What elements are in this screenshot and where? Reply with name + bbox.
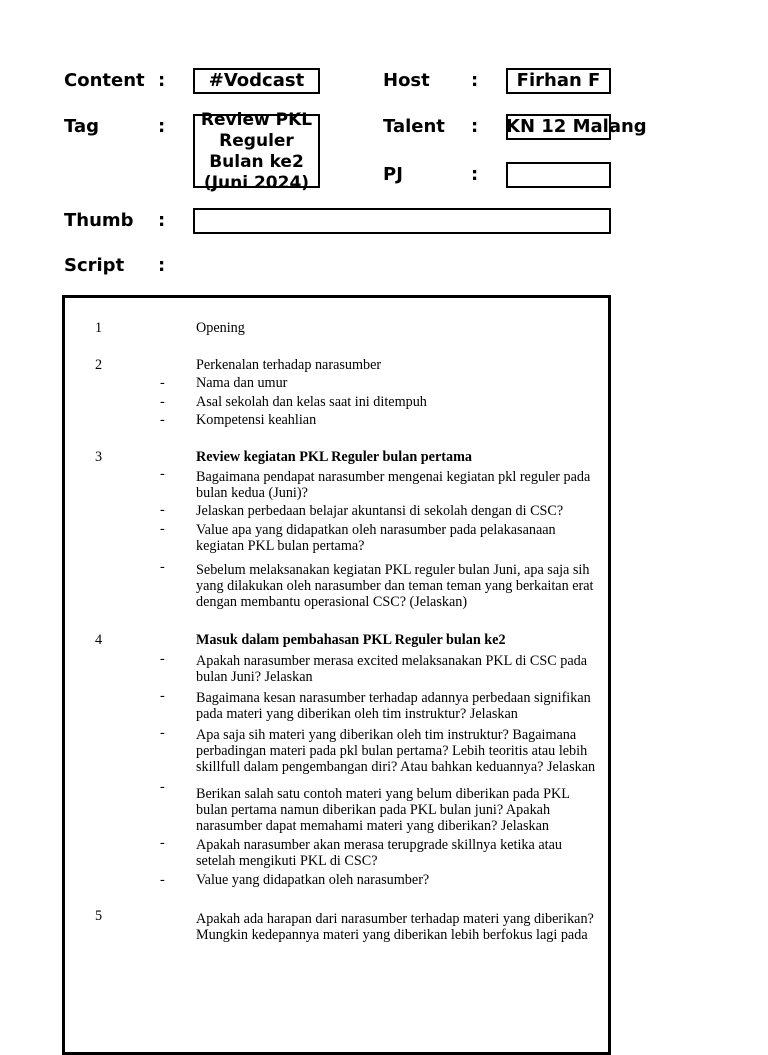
item-2-bullet-3: Kompetensi keahlian <box>196 412 317 428</box>
item-3-number: 3 <box>95 449 103 465</box>
item-3-bullet-dash: - <box>160 502 165 518</box>
item-2-bullet-1: Nama dan umur <box>196 375 288 391</box>
item-2-bullet-dash: - <box>160 412 165 428</box>
item-4-bullet-dash: - <box>160 688 165 704</box>
item-3-bullet-3: Value apa yang didapatkan oleh narasumber pada pelakasanaan kegiatan PKL bulan pertama? <box>196 522 556 554</box>
tag-line-1: Review PKL <box>200 110 313 130</box>
content-label: Content <box>64 70 145 91</box>
content-field[interactable]: #Vodcast <box>193 68 320 94</box>
talent-value: KN 12 Malang <box>506 116 647 137</box>
talent-label: Talent <box>383 116 445 137</box>
item-3-bullet-dash: - <box>160 559 165 575</box>
thumb-colon: : <box>158 210 166 231</box>
talent-colon: : <box>471 116 479 137</box>
item-5-number: 5 <box>95 908 103 924</box>
item-4-bullet-4: Berikan salah satu contoh materi yang belum diberikan pada PKL bulan pertama namun diberikan pada PKL bulan juni? Apakah narasumber dapat memahami materi yang diberikan? Jelaskan <box>196 786 570 834</box>
talent-field[interactable] <box>506 114 647 140</box>
item-3-bullet-dash: - <box>160 521 165 537</box>
host-label: Host <box>383 70 430 91</box>
thumb-label: Thumb <box>64 210 134 231</box>
tag-label: Tag <box>64 116 99 137</box>
item-4-bullet-dash: - <box>160 779 165 795</box>
item-4-bullet-dash: - <box>160 835 165 851</box>
item-3-bullet-4: Sebelum melaksanakan kegiatan PKL reguler bulan Juni, apa saja sih yang dilakukan oleh narasumber dan teman teman yang berkaitan erat dengan membantu operasional CSC? (Jelaskan) <box>196 562 594 610</box>
item-4-number: 4 <box>95 632 103 648</box>
item-3-bullet-2: Jelaskan perbedaan belajar akuntansi di sekolah dengan di CSC? <box>196 503 564 519</box>
item-4-bullet-3: Apa saja sih materi yang diberikan oleh tim instruktur? Bagaimana perbadingan materi pada pkl bulan pertama? Lebih teoritis atau lebih skillfull dalam pengembangan diri? Atau bahkan keduannya? Jelaskan <box>196 727 596 775</box>
script-colon: : <box>158 255 166 276</box>
tag-line-4: (Juni 2024) <box>203 173 310 193</box>
pj-label: PJ <box>383 164 403 185</box>
item-2-bullet-2: Asal sekolah dan kelas saat ini ditempuh <box>196 394 427 410</box>
thumb-field[interactable] <box>193 208 611 234</box>
host-colon: : <box>471 70 479 91</box>
script-box <box>62 295 611 1055</box>
item-5-title: Apakah ada harapan dari narasumber terhadap materi yang diberikan? Mungkin kedepannya materi yang diberikan lebih berfokus lagi pada <box>196 911 594 943</box>
host-field[interactable]: Firhan F <box>506 68 611 94</box>
item-4-bullet-2: Bagaimana kesan narasumber terhadap adannya perbedaan signifikan pada materi yang diberikan oleh tim instruktur? Jelaskan <box>196 690 591 722</box>
tag-line-2: Reguler <box>219 131 294 151</box>
item-2-bullet-dash: - <box>160 394 165 410</box>
tag-line-3: Bulan ke2 <box>209 152 304 172</box>
item-4-bullet-5: Apakah narasumber akan merasa terupgrade skillnya ketika atau setelah mengikuti PKL di CSC? <box>196 837 562 869</box>
item-4-title: Masuk dalam pembahasan PKL Reguler bulan ke2 <box>196 632 506 648</box>
item-4-bullet-dash: - <box>160 651 165 667</box>
item-3-title: Review kegiatan PKL Reguler bulan pertama <box>196 449 472 465</box>
item-1-number: 1 <box>95 320 103 336</box>
item-4-bullet-1: Apakah narasumber merasa excited melaksanakan PKL di CSC pada bulan Juni? Jelaskan <box>196 653 588 685</box>
pj-colon: : <box>471 164 479 185</box>
item-1-title: Opening <box>196 320 245 336</box>
item-2-number: 2 <box>95 357 103 373</box>
item-3-bullet-dash: - <box>160 466 165 482</box>
item-2-title: Perkenalan terhadap narasumber <box>196 357 382 373</box>
pj-field[interactable] <box>506 162 611 188</box>
item-2-bullet-dash: - <box>160 375 165 391</box>
item-4-bullet-6: Value yang didapatkan oleh narasumber? <box>196 872 430 888</box>
script-label: Script <box>64 255 125 276</box>
tag-field[interactable] <box>193 110 320 193</box>
tag-colon: : <box>158 116 166 137</box>
item-4-bullet-dash: - <box>160 725 165 741</box>
item-4-bullet-dash: - <box>160 872 165 888</box>
item-3-bullet-1: Bagaimana pendapat narasumber mengenai kegiatan pkl reguler pada bulan kedua (Juni)? <box>196 469 591 501</box>
content-colon: : <box>158 70 166 91</box>
